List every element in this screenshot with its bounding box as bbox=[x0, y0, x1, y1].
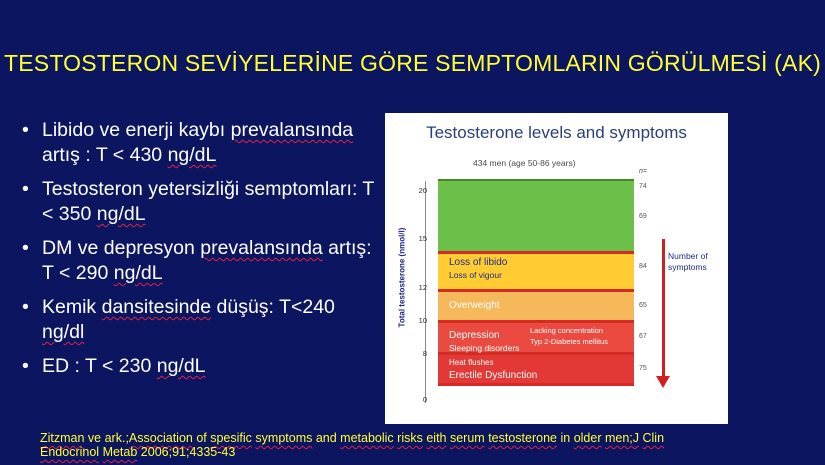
arrow-label-line: symptoms bbox=[668, 262, 707, 272]
page-title: TESTOSTERON SEVİYELERİNE GÖRE SEMPTOMLARIN GÖRÜLMESİ (AK) bbox=[4, 50, 821, 76]
band-divider bbox=[438, 289, 634, 292]
arrow-down-icon bbox=[662, 239, 665, 379]
bullet-text: Kemik bbox=[42, 296, 102, 318]
y-tick-label: 12 bbox=[418, 283, 427, 292]
citation-part: eith bbox=[426, 431, 447, 445]
band-label: Loss of vigour bbox=[449, 270, 502, 280]
n-value: 84 bbox=[639, 263, 647, 270]
citation-part: spesific bbox=[210, 431, 252, 445]
arrow-label-line: Number of bbox=[668, 251, 708, 261]
citation-part: Zitzman bbox=[40, 431, 85, 445]
n-value: 65 bbox=[639, 302, 647, 309]
y-tick-label: 15 bbox=[418, 234, 427, 243]
citation-part: metabolic bbox=[340, 431, 394, 445]
arrow-label bbox=[668, 251, 708, 273]
citation-part: risks bbox=[397, 431, 423, 445]
bullet-text: artış: T < 290 bbox=[42, 237, 372, 284]
band-divider bbox=[438, 383, 634, 386]
citation-part: testosterone bbox=[488, 431, 557, 445]
bullet-text: prevalansında bbox=[230, 119, 354, 141]
bullet-text: düşüş: T<240 bbox=[211, 296, 335, 318]
band-label: Heat flushes bbox=[449, 358, 494, 367]
y-tick-label: 0 bbox=[422, 395, 427, 404]
y-tick-label: 20 bbox=[418, 186, 427, 195]
bullet-text: DM ve depresyon bbox=[42, 237, 201, 259]
bullet-text: ED : T < 230 bbox=[42, 355, 157, 377]
symptoms-figure bbox=[385, 113, 728, 424]
citation-part: serum bbox=[449, 431, 485, 445]
bullet-item bbox=[22, 354, 382, 379]
citation-part: older bbox=[573, 431, 602, 445]
bullet-item bbox=[22, 118, 382, 168]
citation-part: men;J bbox=[604, 431, 640, 445]
y-axis-label: Total testosterone (nmol/l) bbox=[397, 227, 407, 328]
band-green bbox=[438, 179, 634, 255]
bullet-text: ng/dL bbox=[156, 355, 206, 377]
figure-title: Testosterone levels and symptoms bbox=[426, 123, 687, 142]
bullet-text: dansitesinde bbox=[101, 296, 212, 318]
band-divider bbox=[438, 320, 634, 323]
citation-part: Clin bbox=[642, 431, 665, 445]
figure-subtitle: 434 men (age 50-86 years) bbox=[473, 158, 576, 168]
citation-part: and bbox=[312, 431, 341, 445]
citation-part: in bbox=[557, 431, 574, 445]
bullet-text: ng/dL bbox=[113, 262, 163, 284]
n-value: 75 bbox=[639, 365, 647, 372]
n-header: n= bbox=[639, 168, 647, 175]
bullet-item bbox=[22, 177, 382, 227]
bullet-text: prevalansında bbox=[200, 237, 323, 259]
band-label: Sleeping disorders bbox=[449, 343, 520, 353]
y-tick-label: 8 bbox=[422, 349, 427, 358]
band-label: Loss of libido bbox=[449, 257, 508, 268]
citation-part: 2006;91;4335-43 bbox=[137, 445, 236, 459]
citation-part: Endocrinol bbox=[40, 445, 100, 459]
bullet-text: ng/dl bbox=[42, 321, 85, 343]
band-label: Erectile Dysfunction bbox=[449, 370, 538, 381]
citation-part: ve ark.; bbox=[84, 431, 129, 445]
band-label: Depression bbox=[449, 330, 500, 341]
arrow-head-icon bbox=[656, 376, 670, 388]
band-label: Overweight bbox=[449, 300, 500, 311]
citation bbox=[40, 431, 720, 459]
band-divider bbox=[438, 251, 634, 254]
band-label: Lacking concentration bbox=[530, 326, 603, 335]
n-value: 69 bbox=[639, 213, 647, 220]
bullet-text: artış : T < 430 bbox=[42, 144, 168, 166]
bullet-text: Libido ve enerji kaybı bbox=[42, 119, 231, 141]
bullet-text: Testosteron yetersizliği semptomları: T < 350 bbox=[42, 178, 374, 225]
bullet-text: ng/dL bbox=[96, 203, 146, 225]
band-label: Typ 2-Diabetes mellitus bbox=[530, 337, 608, 346]
citation-part: symptoms bbox=[255, 431, 313, 445]
n-value: 74 bbox=[639, 183, 647, 190]
y-axis-line bbox=[425, 181, 426, 403]
y-tick-label: 10 bbox=[418, 316, 427, 325]
bullet-item bbox=[22, 236, 382, 286]
citation-part: of bbox=[192, 431, 211, 445]
n-value: 67 bbox=[639, 333, 647, 340]
bullet-text: ng/dL bbox=[167, 144, 217, 166]
bullet-list bbox=[22, 118, 382, 388]
citation-part: Association bbox=[128, 431, 193, 445]
citation-part: Metab bbox=[102, 445, 138, 459]
bullet-item bbox=[22, 295, 382, 345]
